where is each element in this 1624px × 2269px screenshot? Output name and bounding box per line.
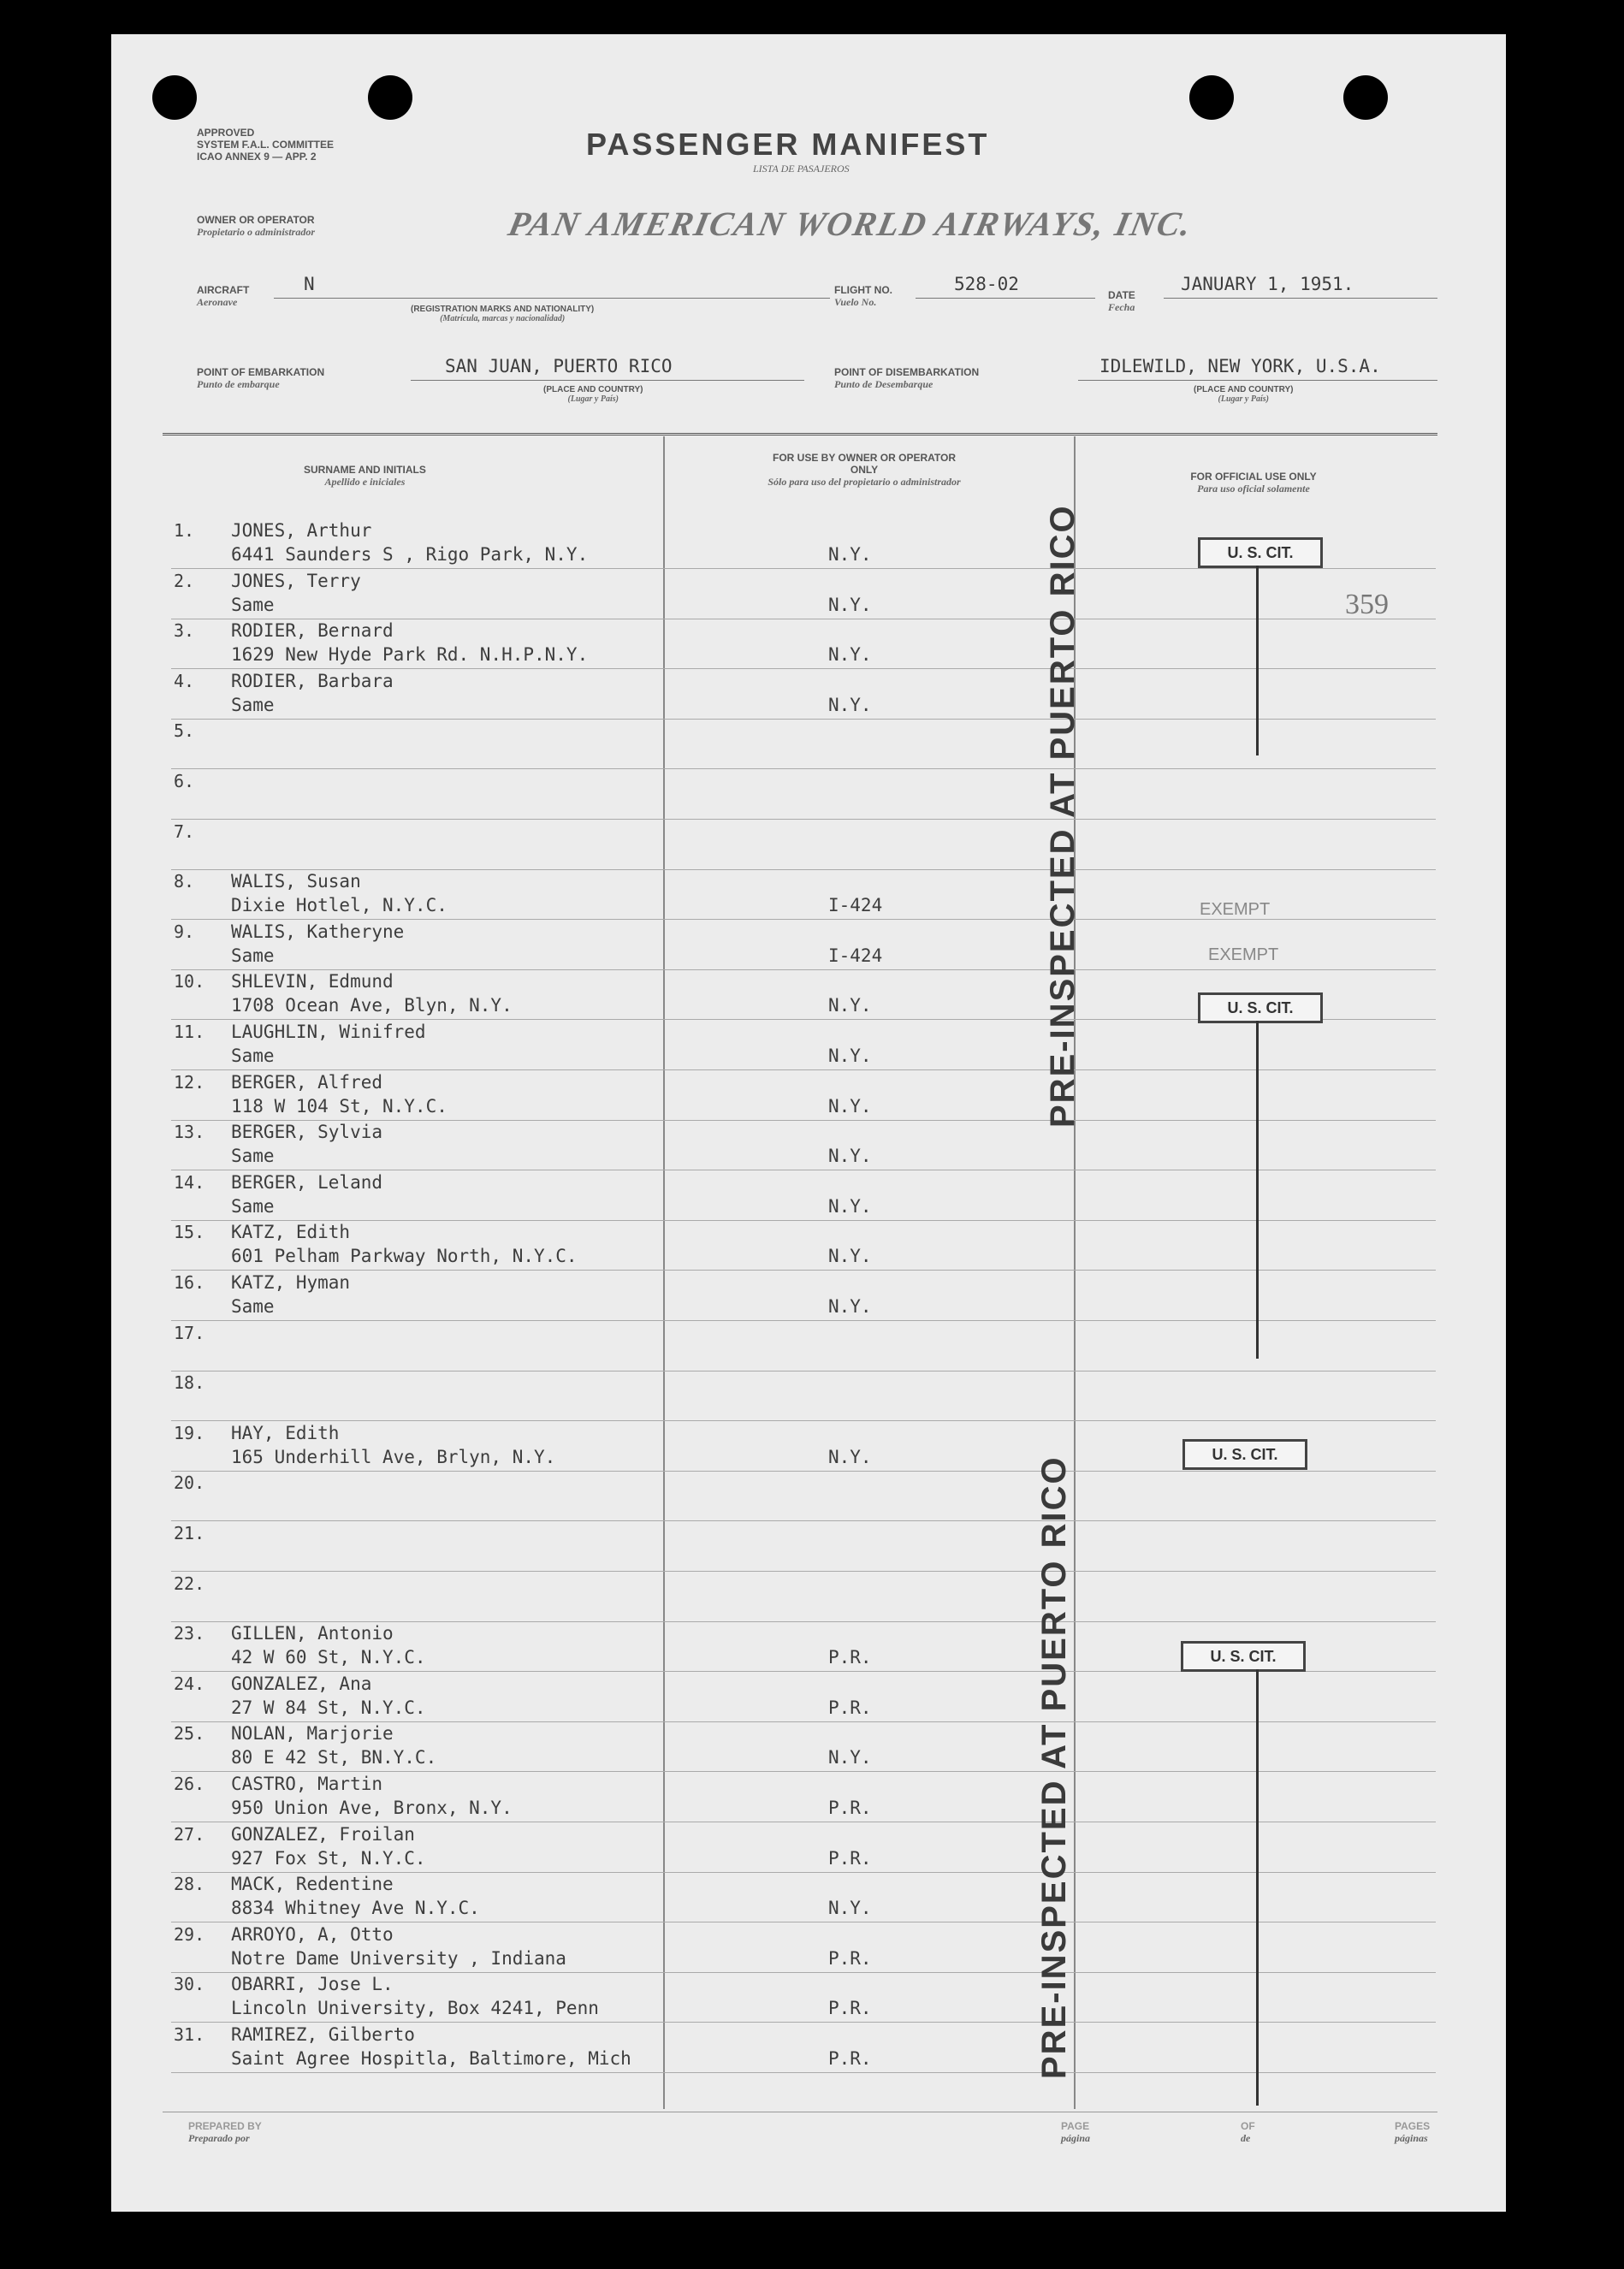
table-row — [111, 1874, 1436, 1923]
row-number: 9. — [174, 921, 195, 942]
row-number: 11. — [174, 1022, 205, 1042]
row-number: 14. — [174, 1171, 205, 1193]
disembark-place-note: (PLACE AND COUNTRY) (Lugar y País) — [1194, 385, 1294, 404]
punch-hole — [152, 75, 197, 120]
pages-label: PAGES páginas — [1395, 2120, 1431, 2144]
embark-value: SAN JUAN, PUERTO RICO — [445, 356, 673, 376]
row-number: 18. — [174, 1372, 205, 1394]
embark-place-note: (PLACE AND COUNTRY) (Lugar y País) — [543, 385, 643, 404]
passenger-address: Lincoln University, Box 4241, Penn — [231, 1998, 599, 2019]
row-number: 29. — [174, 1923, 205, 1945]
page-subtitle: LISTA DE PASAJEROS — [753, 163, 850, 175]
operator-code: N.Y. — [828, 694, 872, 715]
row-number: 5. — [174, 720, 195, 742]
table-row — [111, 1674, 1436, 1723]
passenger-name: RODIER, Barbara — [231, 670, 394, 691]
passenger-name: CASTRO, Martin — [231, 1774, 383, 1794]
operator-code: N.Y. — [828, 1095, 872, 1117]
passenger-name: KATZ, Edith — [231, 1222, 351, 1243]
operator-code: P.R. — [828, 2048, 872, 2069]
passenger-name: OBARRI, Jose L. — [231, 1974, 394, 1995]
passenger-address: Saint Agree Hospitla, Baltimore, Mich — [231, 2048, 631, 2069]
approval-note: APPROVED SYSTEM F.A.L. COMMITTEE ICAO ANNEX 9 — APP. 2 — [197, 127, 335, 163]
operator-code: I-424 — [828, 895, 883, 916]
passenger-name: WALIS, Katheryne — [231, 921, 405, 942]
flight-label: FLIGHT NO. Vuelo No. — [834, 284, 892, 308]
row-number: 20. — [174, 1472, 205, 1494]
operator-code: P.R. — [828, 1998, 872, 2019]
row-number: 13. — [174, 1122, 205, 1143]
row-number: 26. — [174, 1774, 205, 1794]
embark-label: POINT OF EMBARKATION Punto de embarque — [197, 366, 325, 390]
passenger-address: Notre Dame University , Indiana — [231, 1947, 566, 1969]
registration-note: (REGISTRATION MARKS AND NATIONALITY) (Matrícula, marcas y nacionalidad) — [411, 305, 595, 323]
table-row — [111, 671, 1436, 720]
table-row — [111, 1072, 1436, 1122]
passenger-address: 80 E 42 St, BN.Y.C. — [231, 1747, 437, 1768]
passenger-name: GONZALEZ, Froilan — [231, 1823, 415, 1845]
punch-hole — [1343, 75, 1388, 120]
passenger-address: 165 Underhill Ave, Brlyn, N.Y. — [231, 1446, 556, 1467]
of-label: OF de — [1241, 2120, 1255, 2144]
operator-code: N.Y. — [828, 594, 872, 615]
row-number: 22. — [174, 1573, 205, 1594]
passenger-name: MACK, Redentine — [231, 1874, 394, 1895]
passenger-name: BERGER, Leland — [231, 1171, 383, 1193]
operator-code: P.R. — [828, 1647, 872, 1668]
row-number: 17. — [174, 1322, 205, 1343]
operator-code: N.Y. — [828, 1195, 872, 1217]
prepared-by-label: PREPARED BY Preparado por — [188, 2120, 262, 2144]
row-number: 1. — [174, 520, 195, 541]
passenger-name: LAUGHLIN, Winifred — [231, 1022, 426, 1042]
passenger-name: RODIER, Bernard — [231, 620, 394, 642]
surname-column-header: SURNAME AND INITIALS Apellido e iniciales — [304, 464, 426, 488]
table-row — [111, 1472, 1436, 1522]
row-number: 10. — [174, 971, 205, 992]
operator-code: N.Y. — [828, 544, 872, 565]
passenger-address: Same — [231, 1146, 275, 1167]
passenger-name: ARROYO, A, Otto — [231, 1923, 394, 1945]
page-title: PASSENGER MANIFEST — [586, 127, 990, 162]
row-number: 2. — [174, 570, 195, 591]
passenger-address: 6441 Saunders S , Rigo Park, N.Y. — [231, 544, 589, 565]
row-number: 4. — [174, 670, 195, 691]
table-row — [111, 620, 1436, 670]
row-number: 19. — [174, 1422, 205, 1443]
row-number: 15. — [174, 1222, 205, 1243]
row-number: 12. — [174, 1071, 205, 1093]
page-label: PAGE página — [1061, 2120, 1091, 2144]
row-number: 27. — [174, 1823, 205, 1845]
row-number: 28. — [174, 1874, 205, 1895]
row-number: 24. — [174, 1673, 205, 1694]
table-row — [111, 821, 1436, 871]
operator-code: N.Y. — [828, 1296, 872, 1317]
table-row — [111, 1974, 1436, 2023]
table-row — [111, 1372, 1436, 1422]
us-citizen-stamp: U. S. CIT. — [1181, 1641, 1306, 1672]
operator-code: N.Y. — [828, 1446, 872, 1467]
punch-hole — [1189, 75, 1234, 120]
operator-code: N.Y. — [828, 1046, 872, 1066]
passenger-name: NOLAN, Marjorie — [231, 1723, 394, 1745]
table-top-rule — [163, 433, 1437, 435]
operator-code: N.Y. — [828, 1747, 872, 1768]
passenger-name: WALIS, Susan — [231, 871, 361, 892]
passenger-name: RAMIREZ, Gilberto — [231, 2024, 415, 2045]
table-row — [111, 1022, 1436, 1071]
passenger-name: GILLEN, Antonio — [231, 1623, 394, 1644]
pre-inspected-stamp: PRE-INSPECTED AT PUERTO RICO — [1044, 504, 1082, 1128]
passenger-address: 118 W 104 St, N.Y.C. — [231, 1095, 447, 1117]
table-row — [111, 1774, 1436, 1823]
passenger-address: Same — [231, 694, 275, 715]
row-number: 21. — [174, 1523, 205, 1543]
operator-code: I-424 — [828, 945, 883, 966]
passenger-address: 601 Pelham Parkway North, N.Y.C. — [231, 1246, 578, 1267]
passenger-name: JONES, Arthur — [231, 520, 372, 541]
row-number: 3. — [174, 620, 195, 642]
passenger-address: 950 Union Ave, Bronx, N.Y. — [231, 1798, 513, 1818]
passenger-address: Same — [231, 1296, 275, 1317]
row-number: 8. — [174, 871, 195, 892]
aircraft-value: N — [304, 274, 315, 294]
manifest-sheet — [111, 34, 1506, 2212]
row-number: 25. — [174, 1723, 205, 1745]
passenger-address: Dixie Hotlel, N.Y.C. — [231, 895, 447, 916]
table-row — [111, 720, 1436, 770]
row-number: 7. — [174, 821, 195, 842]
table-row — [111, 1222, 1436, 1271]
passenger-name: BERGER, Alfred — [231, 1071, 383, 1093]
aircraft-label: AIRCRAFT Aeronave — [197, 284, 250, 308]
table-row — [111, 571, 1436, 620]
official-use-column-header: FOR OFFICIAL USE ONLY Para uso oficial solamente — [1190, 471, 1317, 495]
exempt-stamp: EXEMPT — [1200, 900, 1271, 919]
operator-code: N.Y. — [828, 995, 872, 1016]
operator-code: N.Y. — [828, 644, 872, 666]
passenger-address: 27 W 84 St, N.Y.C. — [231, 1697, 426, 1718]
passenger-name: SHLEVIN, Edmund — [231, 971, 394, 992]
punch-hole — [368, 75, 412, 120]
disembark-value: IDLEWILD, NEW YORK, U.S.A. — [1099, 356, 1381, 376]
owner-label: OWNER OR OPERATOR Propietario o administrador — [197, 214, 316, 238]
passenger-address: Same — [231, 1195, 275, 1217]
passenger-address: 8834 Whitney Ave N.Y.C. — [231, 1898, 480, 1919]
table-row — [111, 771, 1436, 821]
page-number-stamp: 359 — [1345, 589, 1389, 620]
passenger-address: Same — [231, 1046, 275, 1066]
disembark-label: POINT OF DISEMBARKATION Punto de Desembarque — [834, 366, 980, 390]
flight-value: 528-02 — [954, 274, 1019, 294]
us-citizen-stamp: U. S. CIT. — [1182, 1439, 1307, 1470]
table-row — [111, 1924, 1436, 1974]
table-row — [111, 1723, 1436, 1773]
exempt-stamp: EXEMPT — [1208, 945, 1279, 964]
passenger-name: GONZALEZ, Ana — [231, 1673, 372, 1694]
operator-code: P.R. — [828, 1947, 872, 1969]
table-row — [111, 1122, 1436, 1171]
table-row — [111, 1824, 1436, 1874]
table-row — [111, 1323, 1436, 1372]
operator-code: P.R. — [828, 1697, 872, 1718]
owner-use-column-header: FOR USE BY OWNER OR OPERATOR ONLY Sólo para uso del propietario o administrador — [768, 452, 961, 488]
pre-inspected-stamp: PRE-INSPECTED AT PUERTO RICO — [1035, 1455, 1073, 2079]
airline-name: PAN AMERICAN WORLD AIRWAYS, INC. — [505, 204, 1197, 243]
operator-code: N.Y. — [828, 1898, 872, 1919]
table-row — [111, 1272, 1436, 1322]
row-number: 30. — [174, 1974, 205, 1995]
us-citizen-stamp: U. S. CIT. — [1198, 537, 1323, 568]
passenger-name: KATZ, Hyman — [231, 1272, 351, 1293]
row-number: 23. — [174, 1623, 205, 1644]
table-row — [111, 2024, 1436, 2074]
passenger-name: BERGER, Sylvia — [231, 1122, 383, 1143]
passenger-address: Same — [231, 945, 275, 966]
date-label: DATE Fecha — [1108, 289, 1135, 313]
operator-code: N.Y. — [828, 1246, 872, 1267]
date-value: JANUARY 1, 1951. — [1181, 274, 1354, 294]
passenger-address: Same — [231, 594, 275, 615]
operator-code: P.R. — [828, 1847, 872, 1869]
table-row — [111, 1523, 1436, 1573]
operator-code: P.R. — [828, 1798, 872, 1818]
operator-code: N.Y. — [828, 1146, 872, 1167]
table-row — [111, 1172, 1436, 1222]
row-number: 16. — [174, 1272, 205, 1293]
table-row — [111, 1573, 1436, 1623]
passenger-address: 1629 New Hyde Park Rd. N.H.P.N.Y. — [231, 644, 589, 666]
row-number: 6. — [174, 771, 195, 791]
passenger-name: JONES, Terry — [231, 570, 361, 591]
passenger-name: HAY, Edith — [231, 1422, 340, 1443]
passenger-address: 1708 Ocean Ave, Blyn, N.Y. — [231, 995, 513, 1016]
us-citizen-stamp: U. S. CIT. — [1198, 992, 1323, 1023]
passenger-address: 42 W 60 St, N.Y.C. — [231, 1647, 426, 1668]
passenger-address: 927 Fox St, N.Y.C. — [231, 1847, 426, 1869]
row-number: 31. — [174, 2024, 205, 2045]
